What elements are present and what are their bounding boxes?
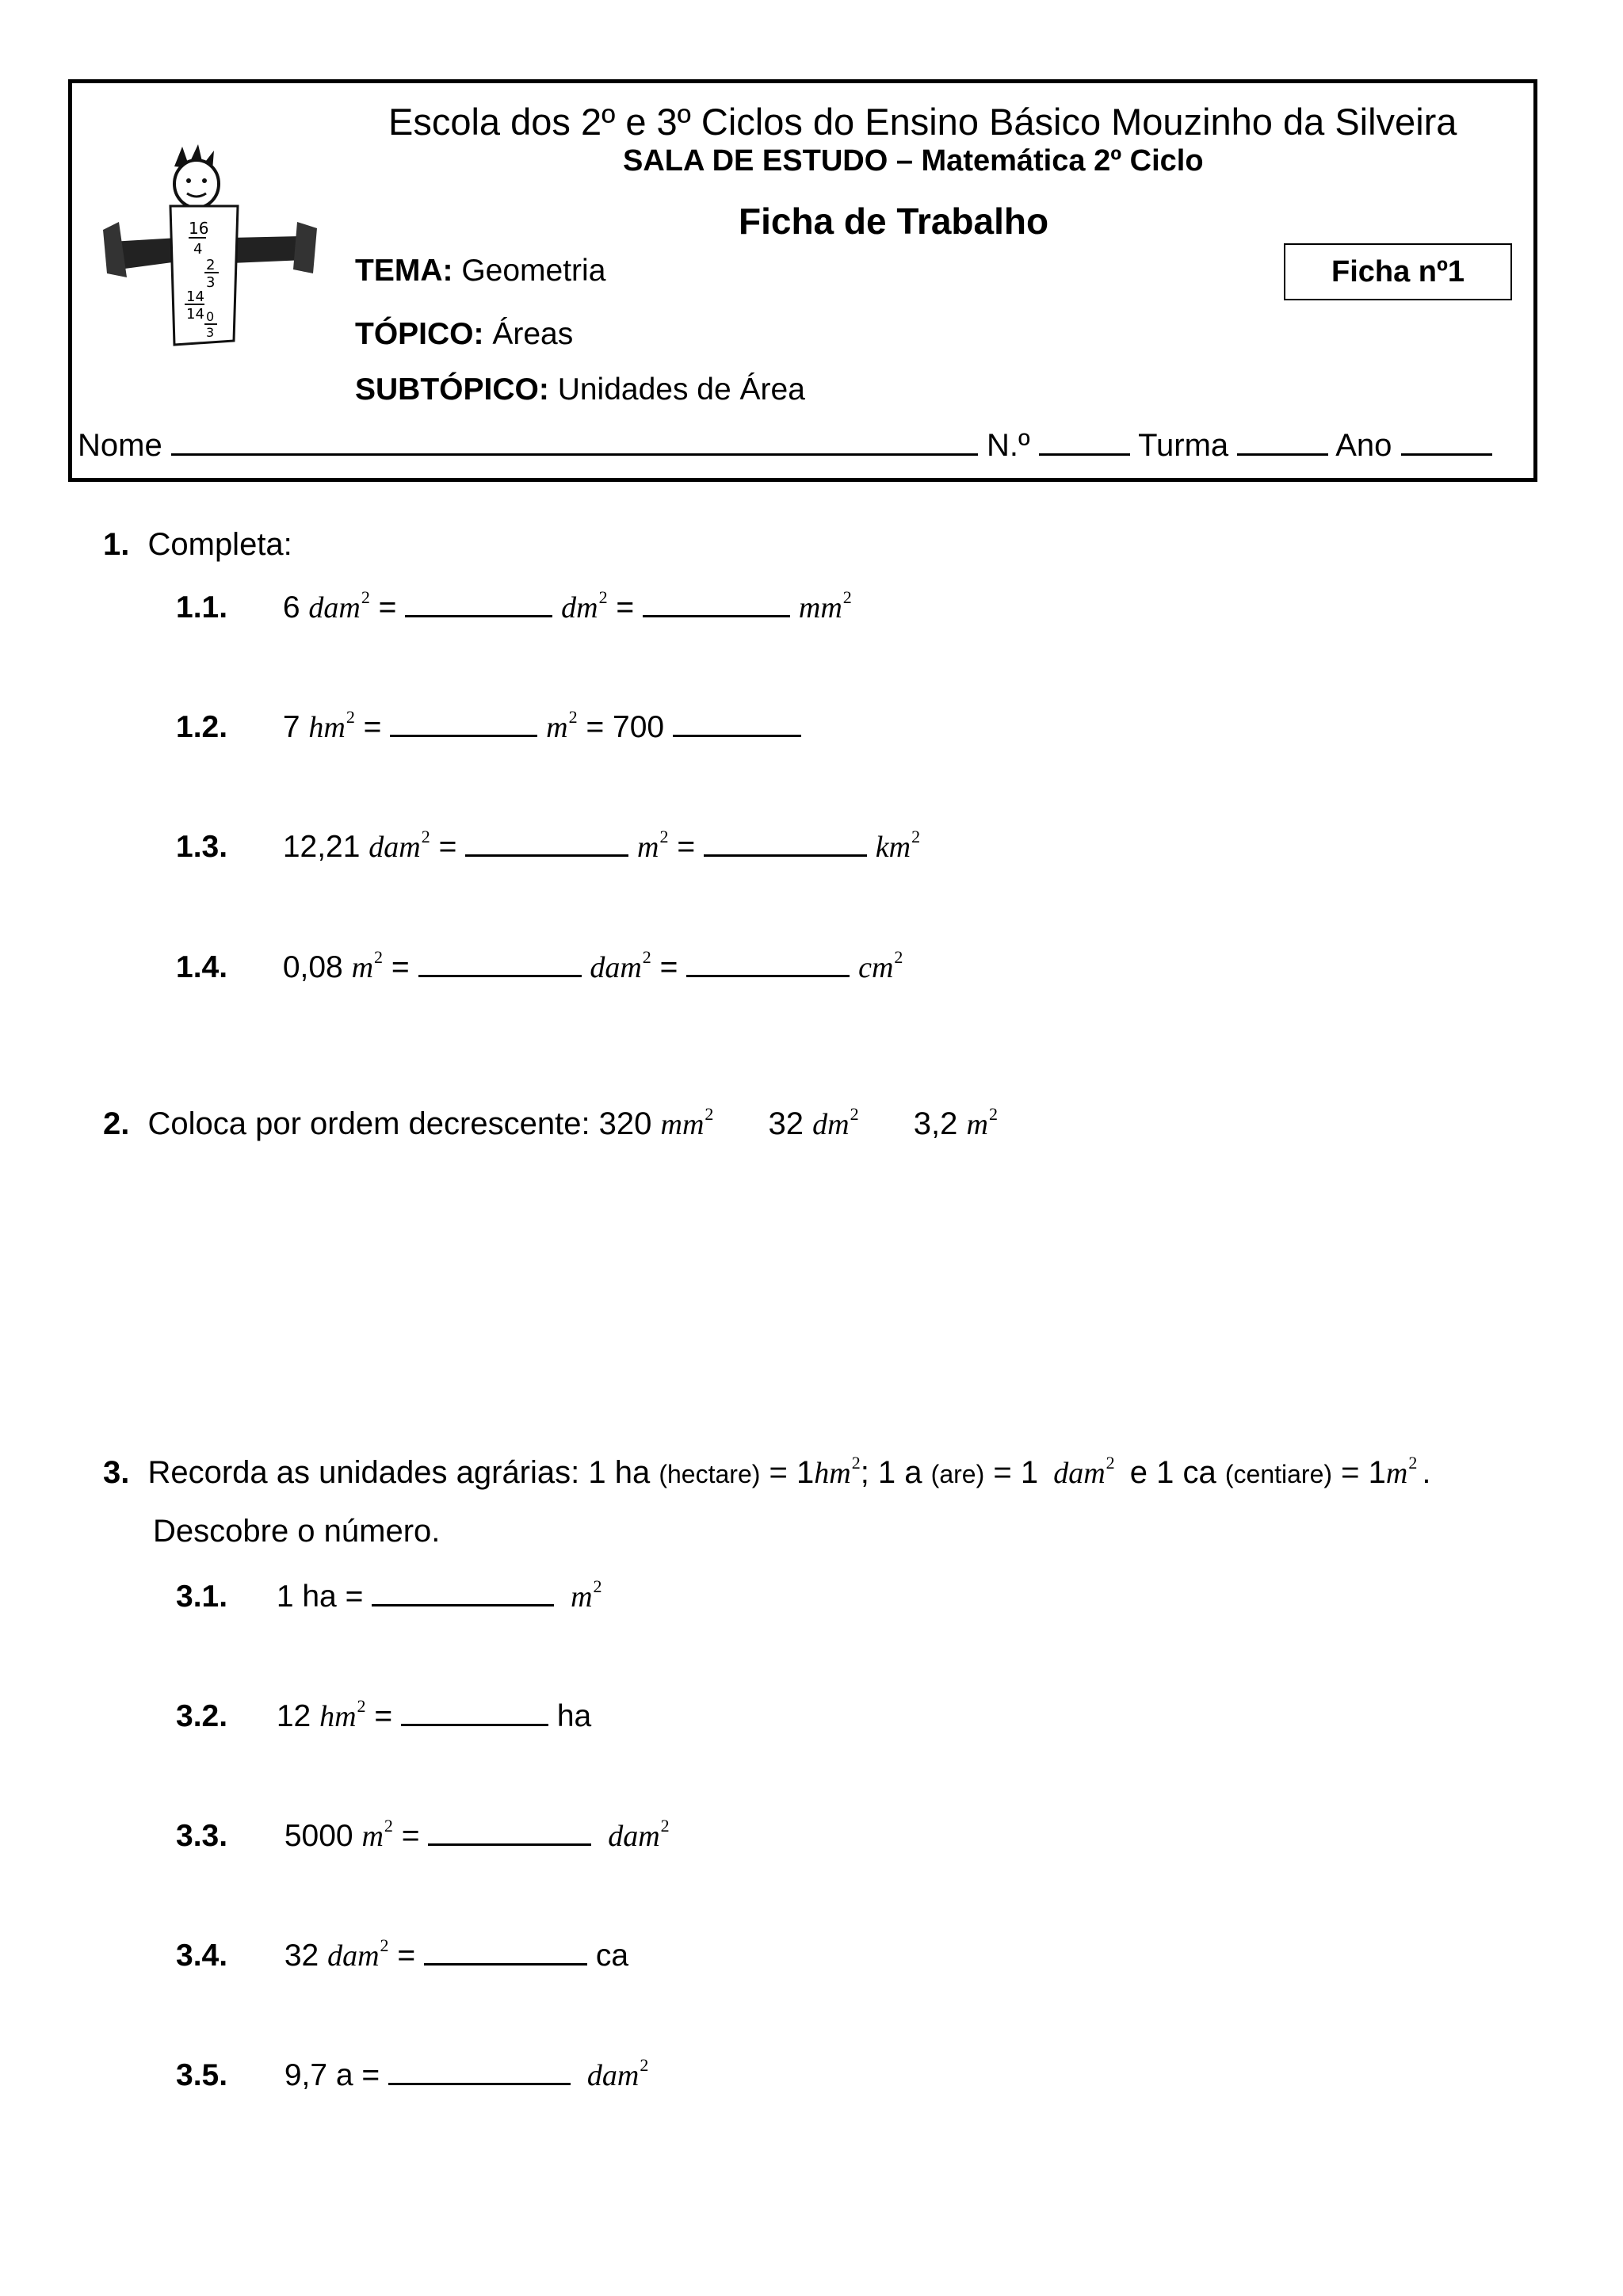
- text: e 1 ca: [1129, 1455, 1216, 1490]
- lhs: 32: [284, 1939, 319, 1973]
- question-number: 1.: [103, 527, 130, 562]
- unit: $mm^2$: [660, 1104, 714, 1141]
- subtopico-row: [355, 372, 805, 407]
- item-number: 1.1.: [176, 590, 228, 625]
- tema-value: Geometria: [461, 254, 606, 288]
- unit: $hm^2$: [308, 707, 355, 744]
- item-number: 3.2.: [176, 1699, 228, 1733]
- question-number: 3.: [103, 1455, 130, 1490]
- question-text: Coloca por ordem decrescente: 320: [147, 1106, 652, 1141]
- unit: $hm^2$: [814, 1453, 861, 1490]
- question-number: 2.: [103, 1106, 130, 1141]
- item-number: 3.4.: [176, 1939, 228, 1973]
- item-3-1: [176, 1577, 602, 1614]
- answer-blank[interactable]: [372, 1577, 554, 1606]
- text: .: [1422, 1455, 1431, 1490]
- unit: $hm^2$: [319, 1696, 366, 1733]
- item-3-2: 3.2. 12 $hm^2$ = ha: [176, 1696, 592, 1733]
- answer-blank[interactable]: [388, 2056, 571, 2085]
- question-text: Recorda as unidades agrárias: 1 ha: [147, 1455, 651, 1490]
- answer-blank[interactable]: [401, 1697, 548, 1726]
- unit: dam$^2$: [1053, 1453, 1115, 1490]
- topico-row: [355, 317, 573, 352]
- item-number: 3.5.: [176, 2058, 228, 2092]
- unit: dam$^2$: [369, 827, 430, 864]
- topico-label: TÓPICO:: [355, 317, 484, 351]
- unit: $dm^2$: [561, 587, 608, 625]
- numero-field[interactable]: [1039, 426, 1130, 456]
- unit: dam$^2$: [586, 2055, 649, 2092]
- svg-text:3: 3: [206, 274, 216, 291]
- value: 32: [768, 1106, 804, 1141]
- item-3-5: [176, 2056, 648, 2093]
- value: 12,21: [282, 830, 361, 864]
- numero-label: N.º: [986, 428, 1030, 463]
- lhs: 5000: [284, 1819, 353, 1853]
- svg-text:2: 2: [206, 257, 216, 273]
- answer-blank[interactable]: [673, 708, 801, 737]
- item-number: 3.3.: [176, 1819, 228, 1853]
- unit: $m^2$: [571, 1576, 602, 1614]
- ano-label: Ano: [1335, 428, 1392, 463]
- topico-value: Áreas: [492, 317, 574, 351]
- unit: $m^2$: [546, 707, 578, 744]
- question-1: [103, 527, 292, 563]
- small-note: (hectare): [659, 1460, 761, 1488]
- unit: $m^2$: [637, 827, 669, 864]
- lhs: 12: [276, 1699, 311, 1733]
- unit: $mm^2$: [798, 587, 852, 625]
- header-subtitle: SALA DE ESTUDO – Matemática 2º Ciclo: [623, 144, 1204, 178]
- unit: dam$^2$: [308, 587, 370, 625]
- lhs: 9,7 a =: [284, 2058, 380, 2092]
- question-3-line-2: Descobre o número.: [153, 1514, 441, 1549]
- unit: dam$^2$: [608, 1816, 670, 1853]
- unit: $km^2$: [875, 827, 921, 864]
- question-text: Completa:: [147, 527, 292, 562]
- ano-field[interactable]: [1401, 426, 1492, 456]
- tema-row: [355, 254, 605, 288]
- svg-text:14: 14: [186, 288, 204, 305]
- text: = 1: [1341, 1455, 1386, 1490]
- subtopico-value: Unidades de Área: [557, 372, 805, 407]
- question-3: [103, 1455, 1430, 1491]
- after-unit: ca: [595, 1939, 629, 1973]
- value: 6: [282, 590, 300, 625]
- item-1-3: 1.3. 12,21 $dam^2 = m^2 = km^2$: [176, 827, 921, 864]
- tema-label: TEMA:: [355, 254, 453, 288]
- rhs-value: = 700: [586, 710, 665, 744]
- answer-blank[interactable]: [465, 827, 628, 857]
- answer-blank[interactable]: [686, 948, 850, 977]
- unit: dam$^2$: [327, 1935, 389, 1973]
- school-name: Escola dos 2º e 3º Ciclos do Ensino Básico Mouzinho da Silveira: [388, 101, 1457, 143]
- item-3-4: 3.4. 32 dam$^2$ = ca: [176, 1935, 629, 1973]
- turma-field[interactable]: [1237, 426, 1328, 456]
- nome-field[interactable]: [171, 426, 978, 456]
- svg-text:0: 0: [206, 309, 215, 324]
- answer-blank[interactable]: [704, 827, 867, 857]
- answer-blank[interactable]: [405, 588, 552, 617]
- item-1-4: 1.4. 0,08 $m^2 = dam^2 = cm^2$: [176, 947, 903, 984]
- turma-label: Turma: [1138, 428, 1229, 463]
- text: = 1: [993, 1455, 1039, 1490]
- lhs: 1 ha =: [276, 1580, 364, 1614]
- small-note: (centiare): [1224, 1460, 1333, 1488]
- text: ; 1 a: [860, 1455, 922, 1490]
- unit: dam$^2$: [590, 947, 651, 984]
- item-1-2: 1.2. 7 $hm^2 = m^2 = 700$: [176, 708, 801, 745]
- value: 0,08: [282, 950, 343, 984]
- subtopico-label: SUBTÓPICO:: [355, 372, 549, 407]
- nome-label: Nome: [78, 428, 162, 463]
- item-number: 1.3.: [176, 830, 228, 864]
- ficha-number-box: [1284, 243, 1512, 300]
- svg-text:16: 16: [189, 219, 209, 238]
- student-info-row: [78, 426, 1492, 464]
- ficha-number: Ficha nº1: [1331, 254, 1465, 288]
- answer-blank[interactable]: [643, 588, 790, 617]
- after-unit: ha: [556, 1699, 592, 1733]
- value: 3,2: [913, 1106, 958, 1141]
- svg-text:14: 14: [186, 306, 204, 323]
- unit: $m^2$: [1385, 1453, 1418, 1490]
- answer-blank[interactable]: [424, 1936, 587, 1966]
- answer-blank[interactable]: [428, 1817, 591, 1846]
- unit: $m^2$: [361, 1816, 393, 1853]
- svg-text:4: 4: [193, 241, 203, 258]
- item-number: 1.4.: [176, 950, 228, 984]
- item-3-3: 3.3. 5000 $m^2 = dam^2$: [176, 1816, 670, 1853]
- item-1-1: 1.1. 6 $dam^2 = dm^2 = mm^2$: [176, 587, 852, 625]
- unit: $m^2$: [966, 1104, 998, 1141]
- item-number: 3.1.: [176, 1580, 228, 1614]
- text: = 1: [769, 1455, 815, 1490]
- answer-blank[interactable]: [418, 948, 582, 977]
- unit: $m^2$: [351, 947, 384, 984]
- item-number: 1.2.: [176, 710, 228, 744]
- value: 7: [282, 710, 300, 744]
- unit: $dm^2$: [812, 1104, 859, 1141]
- document-title: Ficha de Trabalho: [739, 201, 1049, 242]
- svg-text:3: 3: [206, 325, 215, 340]
- unit: $cm^2$: [858, 947, 903, 984]
- question-2: [103, 1106, 998, 1142]
- small-note: (are): [930, 1460, 985, 1488]
- answer-blank[interactable]: [390, 708, 537, 737]
- student-mascot-illustration: [95, 143, 333, 349]
